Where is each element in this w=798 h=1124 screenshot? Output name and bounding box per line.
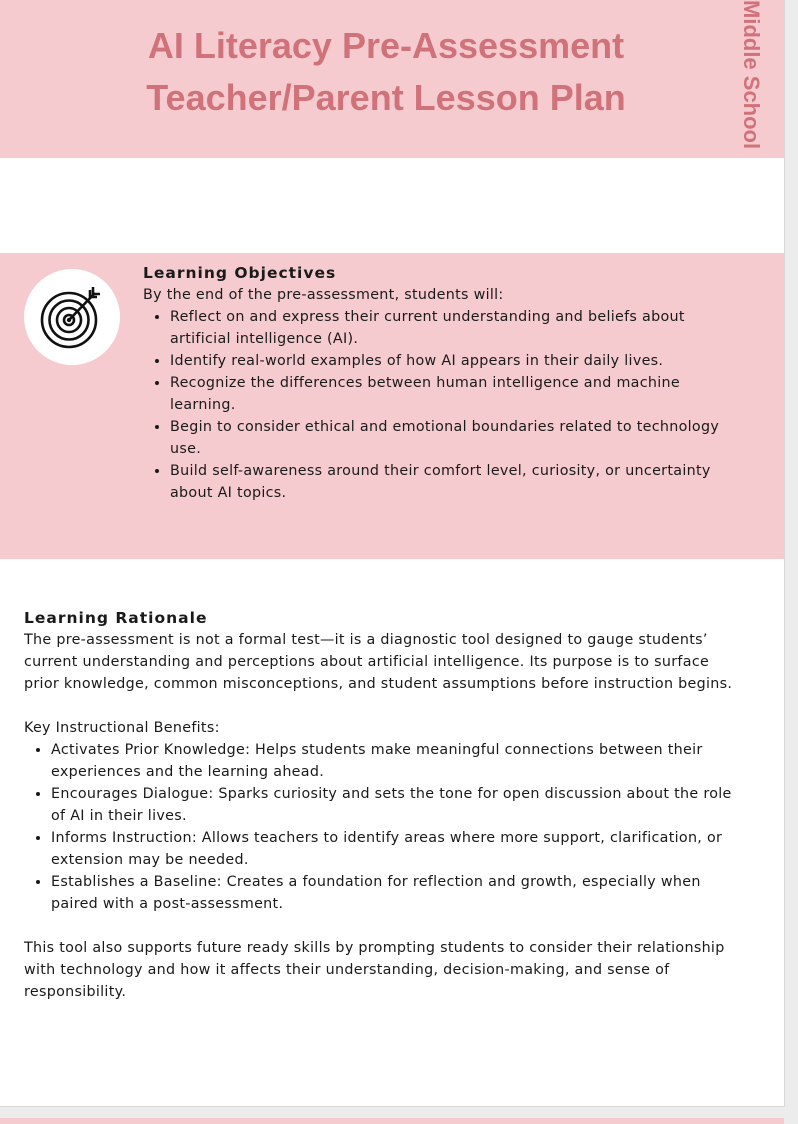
title-line-1: AI Literacy Pre-Assessment bbox=[147, 25, 625, 66]
rationale-paragraph-2: This tool also supports future ready skills by prompting students to consider their relationship with technology and how it affects their understanding, decision-making, and sense of responsibility. bbox=[24, 940, 725, 1000]
rationale-paragraph-1: The pre-assessment is not a formal test—it is a diagnostic tool designed to gauge students’ current understanding and perceptions about artificial intelligence. Its purpose is to surface prior knowledge, common misconceptions, and student assumptions before instruction begins. bbox=[24, 632, 733, 692]
next-page-edge bbox=[0, 1118, 784, 1124]
objective-item: • Begin to consider ethical and emotional boundaries related to technology use. bbox=[170, 416, 743, 460]
objective-item: • Recognize the differences between human intelligence and machine learning. bbox=[170, 372, 743, 416]
title-line-2: Teacher/Parent Lesson Plan bbox=[146, 77, 626, 118]
page-title bbox=[0, 20, 772, 124]
rationale-heading: Learning Rationale bbox=[24, 609, 208, 627]
target-icon-badge bbox=[24, 269, 120, 365]
benefits-list bbox=[24, 739, 744, 915]
benefit-item: • Establishes a Baseline: Creates a foundation for reflection and growth, especially when paired with a post-assessment. bbox=[51, 871, 744, 915]
objectives-heading: Learning Objectives bbox=[143, 264, 337, 282]
objectives-list bbox=[143, 306, 743, 504]
benefit-item: • Activates Prior Knowledge: Helps students make meaningful connections between their experiences and the learning ahead. bbox=[51, 739, 744, 783]
learning-objectives-section bbox=[143, 262, 743, 504]
objective-item: • Build self-awareness around their comfort level, curiosity, or uncertainty about AI topics. bbox=[170, 460, 743, 504]
objective-item: • Identify real-world examples of how AI appears in their daily lives. bbox=[170, 350, 743, 372]
target-icon bbox=[39, 284, 105, 350]
benefit-item: • Informs Instruction: Allows teachers to identify areas where more support, clarification, or extension may be needed. bbox=[51, 827, 744, 871]
learning-rationale-section bbox=[24, 607, 744, 1003]
benefits-label: Key Instructional Benefits: bbox=[24, 720, 220, 736]
grade-level-label: Middle School bbox=[739, 0, 764, 150]
objective-item: • Reflect on and express their current understanding and beliefs about artificial intelligence (AI). bbox=[170, 306, 743, 350]
benefit-item: • Encourages Dialogue: Sparks curiosity and sets the tone for open discussion about the role of AI in their lives. bbox=[51, 783, 744, 827]
objectives-intro: By the end of the pre-assessment, students will: bbox=[143, 287, 504, 303]
